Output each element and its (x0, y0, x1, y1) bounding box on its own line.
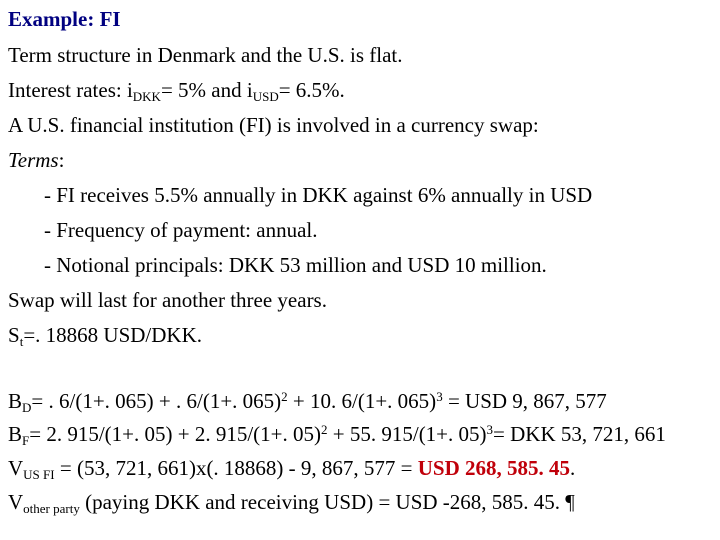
bd-part1: = . 6/(1+. 065) + . 6/(1+. 065) (31, 389, 282, 413)
bond-krone-line (8, 421, 666, 447)
terms-label: Terms (8, 148, 59, 172)
interest-rates-line (8, 77, 345, 103)
bd-sub: D (22, 400, 32, 415)
vother-v: V (8, 490, 24, 514)
bd-part2: + 10. 6/(1+. 065) (287, 389, 437, 413)
term-item-receives: - FI receives 5.5% annually in DKK against 6% annually in USD (44, 183, 593, 207)
rates-usd-rest: = 6.5%. (278, 78, 345, 102)
rates-usd-sub: USD (252, 89, 279, 104)
term-structure-line: Term structure in Denmark and the U.S. is flat. (8, 43, 403, 67)
value-other-party-line (8, 489, 575, 515)
bf-part2: + 55. 915/(1+. 05) (327, 422, 487, 446)
vother-part1: (paying DKK and receiving USD) = USD -268, 585. 45. ¶ (79, 490, 575, 514)
rates-prefix: Interest rates: i (8, 78, 133, 102)
rates-dkk-rest: = 5% and i (160, 78, 253, 102)
spot-sub: t (19, 334, 24, 349)
rates-dkk-sub: DKK (132, 89, 161, 104)
vus-part1: = (53, 721, 661)x(. 18868) - 9, 867, 577 = (54, 456, 418, 480)
bf-exp1: 2 (321, 422, 328, 437)
bf-exp2: 3 (486, 422, 494, 437)
terms-colon: : (58, 148, 65, 172)
value-us-fi-line (8, 455, 575, 481)
bf-sub: F (22, 433, 30, 448)
bf-part1: = 2. 915/(1+. 05) + 2. 915/(1+. 05) (29, 422, 322, 446)
terms-heading (8, 147, 64, 173)
vus-end: . (570, 456, 576, 480)
spot-s: S (8, 323, 20, 347)
vus-v: V (8, 456, 24, 480)
slide-title: Example: FI (8, 7, 121, 31)
spot-rate-line (8, 322, 202, 348)
bf-b: B (8, 422, 23, 446)
term-item-principals: - Notional principals: DKK 53 million and USD 10 million. (44, 253, 547, 277)
duration-line: Swap will last for another three years. (8, 288, 327, 312)
bd-exp1: 2 (281, 389, 288, 404)
bf-part3: = DKK 53, 721, 661 (493, 422, 666, 446)
spot-rest: =. 18868 USD/DKK. (23, 323, 202, 347)
bond-dollar-line (8, 388, 607, 414)
vother-sub: other party (23, 501, 80, 516)
currency-swap-line: A U.S. financial institution (FI) is involved in a currency swap: (8, 113, 539, 137)
vus-sub: US FI (23, 467, 55, 482)
bd-b: B (8, 389, 23, 413)
bd-exp2: 3 (436, 389, 443, 404)
bd-part3: = USD 9, 867, 577 (442, 389, 607, 413)
term-item-frequency: - Frequency of payment: annual. (44, 218, 318, 242)
vus-highlight: USD 268, 585. 45 (417, 456, 571, 480)
